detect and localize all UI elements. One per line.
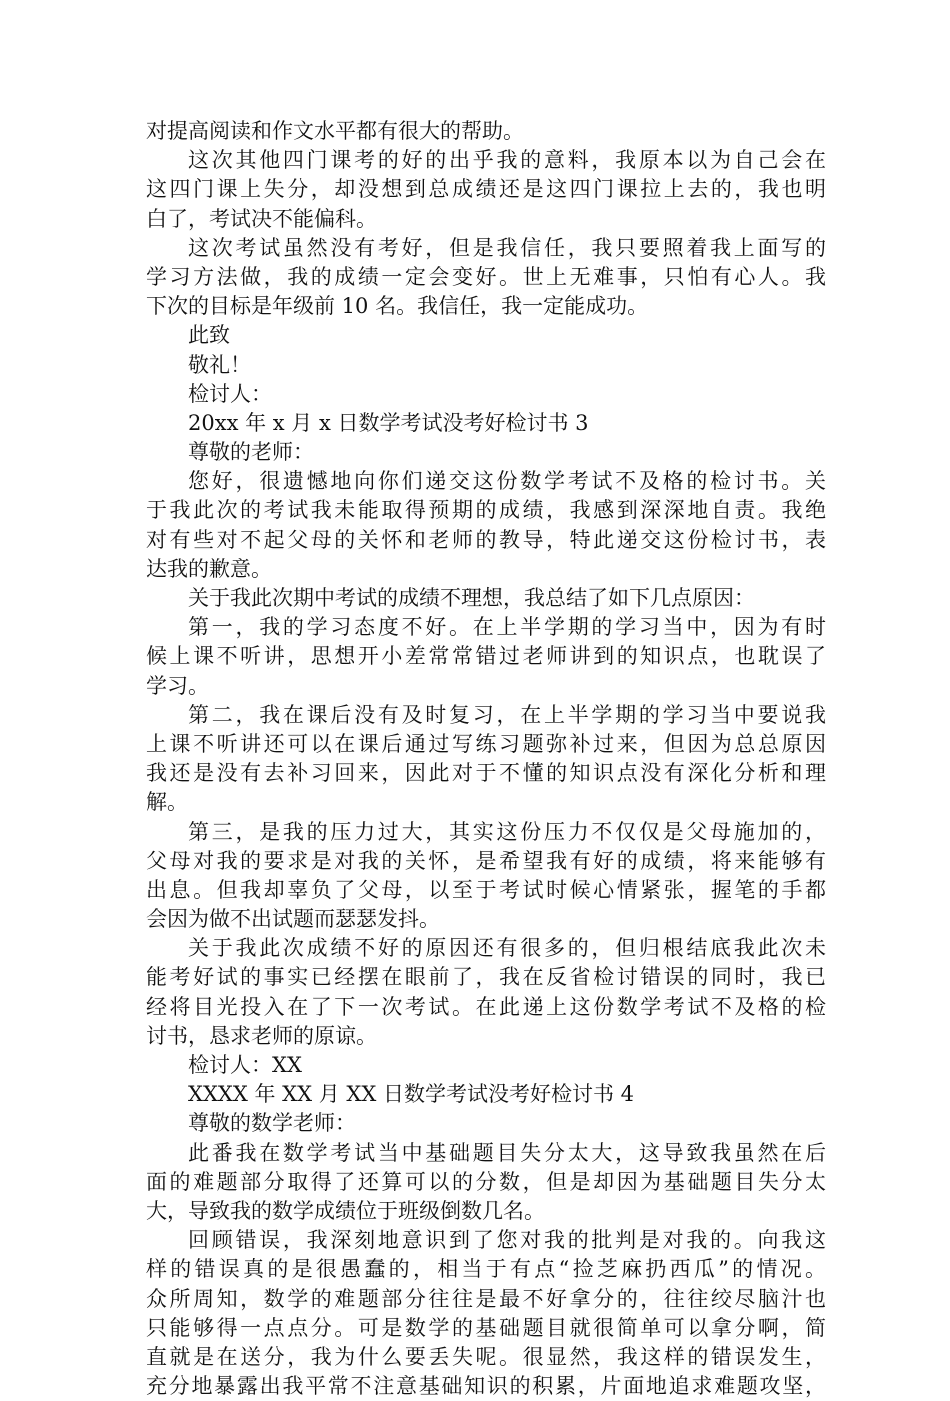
text-line: 讨书，恳求老师的原谅。 [146,1023,377,1048]
text-line: 上课不听讲还可以在课后通过写练习题弥补过来，但因为总总原因 [146,731,826,756]
text-line: 只能够得一点点分。可是数学的基础题目就很简单可以拿分啊，简 [146,1315,826,1340]
text-line: 第一，我的学习态度不好。在上半学期的学习当中，因为有时 [188,615,826,640]
text-line: 会因为做不出试题而瑟瑟发抖。 [146,907,440,932]
text-line: 众所周知，数学的难题部分往往是最不好拿分的，往往绞尽脑汁也 [146,1286,826,1311]
text-line: 经将目光投入在了下一次考试。在此递上这份数学考试不及格的检 [146,994,826,1019]
text-line: 第三，是我的压力过大，其实这份压力不仅仅是父母施加的， [188,819,826,844]
text-line: 达我的歉意。 [146,556,272,581]
text-line: 20xx 年 x 月 x 日数学考试没考好检讨书 3 [188,410,589,435]
text-line: 回顾错误，我深刻地意识到了您对我的批判是对我的。向我这 [188,1228,826,1253]
text-line: 尊敬的数学老师： [188,1111,356,1136]
text-line: 样的错误真的是很愚蠢的，相当于有点“捡芝麻扔西瓜”的情况。 [146,1257,826,1282]
text-line: 您好，很遗憾地向你们递交这份数学考试不及格的检讨书。关 [188,469,826,494]
text-line: 敬礼！ [188,352,251,377]
text-line: 这次考试虽然没有考好，但是我信任，我只要照着我上面写的 [188,235,826,260]
text-line: 面的难题部分取得了还算可以的分数，但是却因为基础题目失分太 [146,1169,826,1194]
text-line: XXXX 年 XX 月 XX 日数学考试没考好检讨书 4 [188,1082,635,1107]
text-line: 这次其他四门课考的好的出乎我的意料，我原本以为自己会在 [188,148,826,173]
text-line: 此番我在数学考试当中基础题目失分太大，这导致我虽然在后 [188,1140,826,1165]
text-line: 下次的目标是年级前 10 名。我信任，我一定能成功。 [146,294,649,319]
text-line: 父母对我的要求是对我的关怀，是希望我有好的成绩，将来能够有 [146,848,826,873]
text-line: 对有些对不起父母的关怀和老师的教导，特此递交这份检讨书，表 [146,527,826,552]
text-line: 检讨人： [188,381,272,406]
text-line: 大，导致我的数学成绩位于班级倒数几名。 [146,1198,545,1223]
text-line: 直就是在送分，我为什么要丢失呢。很显然，我这样的错误发生， [146,1344,826,1369]
text-line: 学习方法做，我的成绩一定会变好。世上无难事，只怕有心人。我 [146,264,826,289]
text-line: 这四门课上失分，却没想到总成绩还是这四门课拉上去的，我也明 [146,177,826,202]
text-line: 第二，我在课后没有及时复习，在上半学期的学习当中要说我 [188,702,826,727]
document-body [146,117,826,1401]
text-line: 我还是没有去补习回来，因此对于不懂的知识点没有深化分析和理 [146,761,826,786]
text-line: 解。 [146,790,188,815]
text-line: 学习。 [146,673,209,698]
text-line: 此致 [188,323,230,348]
text-line: 关于我此次成绩不好的原因还有很多的，但归根结底我此次未 [188,936,826,961]
text-line: 能考好试的事实已经摆在眼前了，我在反省检讨错误的同时，我已 [146,965,826,990]
text-line: 白了，考试决不能偏科。 [146,206,377,231]
text-line: 充分地暴露出我平常不注意基础知识的积累，片面地追求难题攻坚， [146,1374,826,1399]
text-line: 关于我此次期中考试的成绩不理想，我总结了如下几点原因： [188,586,755,610]
text-line: 检讨人：XX [188,1053,302,1077]
text-line: 尊敬的老师： [188,440,314,465]
text-line: 对提高阅读和作文水平都有很大的帮助。 [146,119,524,143]
text-line: 出息。但我却辜负了父母，以至于考试时候心情紧张，握笔的手都 [146,877,826,902]
text-line: 候上课不听讲，思想开小差常常错过老师讲到的知识点，也耽误了 [146,644,826,669]
text-line: 于我此次的考试我未能取得预期的成绩，我感到深深地自责。我绝 [146,498,826,523]
